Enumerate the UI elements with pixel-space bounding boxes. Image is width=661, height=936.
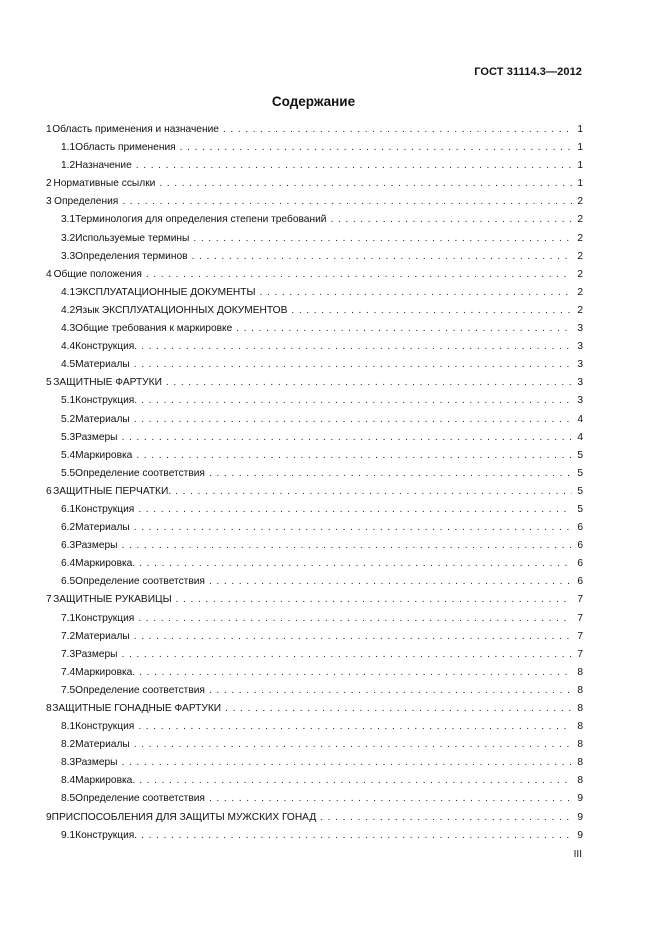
toc-entry-title: ЗАЩИТНЫЕ ГОНАДНЫЕ ФАРТУКИ [52, 703, 222, 714]
toc-entry-page: 5 [577, 467, 583, 479]
toc-entry-page: 2 [577, 196, 583, 208]
toc-entry-page: 8 [577, 739, 583, 751]
toc-entry-number: 8 [46, 703, 52, 714]
toc-entry[interactable] [46, 700, 583, 718]
toc-entry-number: 7.2 [61, 630, 76, 642]
dot-leader [139, 555, 572, 573]
toc-entry-number: 3.1 [61, 214, 76, 226]
toc-entry-page: 2 [577, 286, 583, 298]
dot-leader [134, 519, 572, 537]
toc-entry[interactable] [46, 139, 583, 157]
toc-entry[interactable] [46, 610, 583, 628]
dot-leader [122, 193, 572, 211]
toc-entry[interactable] [46, 447, 583, 465]
toc-entry-title: Общие положения [53, 268, 142, 280]
toc-entry-title: Материалы [75, 522, 130, 534]
toc-entry-title: Язык ЭКСПЛУАТАЦИОННЫХ ДОКУМЕНТОВ [75, 304, 288, 316]
toc-entry-title: Определение соответствия [75, 576, 205, 588]
toc-entry-number: 4.3 [61, 323, 76, 335]
toc-entry[interactable] [46, 266, 583, 284]
toc-entry-title: Область применения [75, 142, 176, 154]
toc-entry[interactable] [46, 392, 583, 410]
toc-entry[interactable] [46, 429, 583, 447]
toc-entry[interactable] [46, 284, 583, 302]
toc-entry-number: 5.1 [61, 395, 76, 407]
toc-entry-number: 8.3 [61, 757, 76, 769]
dot-leader [180, 139, 572, 157]
toc-entry-title: Размеры [75, 757, 118, 769]
dot-leader [225, 700, 572, 718]
toc-entry-title: Материалы [75, 359, 130, 371]
toc-entry[interactable] [46, 736, 583, 754]
toc-entry[interactable] [46, 157, 583, 175]
toc-entry-number: 3 [46, 196, 52, 208]
toc-entry[interactable] [46, 591, 583, 609]
toc-entry[interactable] [46, 772, 583, 790]
toc-entry[interactable] [46, 573, 583, 591]
toc-entry-page: 9 [577, 793, 583, 805]
toc-entry-page: 7 [577, 630, 583, 642]
toc-entry-number: 9.1 [61, 829, 76, 841]
toc-entry-page: 8 [577, 775, 583, 787]
toc-entry-title: Материалы [75, 739, 130, 751]
dot-leader [134, 356, 572, 374]
dot-leader [260, 284, 572, 302]
toc-entry-title: Назначение [75, 160, 132, 172]
dot-leader [159, 175, 572, 193]
toc-entry-number: 4.5 [61, 359, 76, 371]
toc-title: Содержание [271, 94, 356, 109]
dot-leader [122, 429, 572, 447]
toc-entry-number: 7.5 [61, 684, 76, 696]
page-number: III [573, 849, 582, 860]
toc-entry-title: Определение соответствия [75, 467, 205, 479]
toc-entry-number: 3.2 [61, 232, 76, 244]
dot-leader [122, 537, 572, 555]
dot-leader [330, 211, 572, 229]
toc-entry-page: 8 [577, 757, 583, 769]
toc-entry-title: Маркировка. [75, 666, 136, 678]
toc-entry-title: Определения терминов [75, 250, 188, 262]
toc-entry-number: 3.3 [61, 250, 76, 262]
toc-entry-page: 8 [577, 666, 583, 678]
toc-entry-title: Терминология для определения степени требований [75, 214, 327, 226]
toc-entry-page: 4 [577, 413, 583, 425]
toc-entry-page: 6 [577, 576, 583, 588]
toc-entry-number: 6.2 [61, 522, 76, 534]
toc-entry[interactable] [46, 628, 583, 646]
toc-entry[interactable] [46, 646, 583, 664]
toc-entry-number: 7.3 [61, 648, 76, 660]
toc-entry-page: 5 [577, 485, 583, 497]
toc-entry-page: 1 [577, 160, 583, 172]
toc-entry-title: Конструкция. [75, 395, 138, 407]
toc-entry-page: 3 [577, 395, 583, 407]
dot-leader [134, 736, 572, 754]
dot-leader [136, 447, 572, 465]
toc-entry-title: Конструкция [75, 612, 135, 624]
toc-entry-number: 1.2 [61, 160, 76, 172]
dot-leader [122, 646, 572, 664]
toc-entry-page: 2 [577, 214, 583, 226]
toc-entry-page: 2 [577, 268, 583, 280]
dot-leader [223, 121, 572, 139]
toc-entry-number: 6.1 [61, 503, 76, 515]
toc-entry-page: 3 [577, 341, 583, 353]
dot-leader [146, 266, 572, 284]
dot-leader [122, 754, 572, 772]
dot-leader [141, 338, 572, 356]
dot-leader [134, 411, 572, 429]
dot-leader [134, 628, 572, 646]
toc-entry-title: Материалы [75, 413, 130, 425]
toc-entry-title: Маркировка [75, 449, 133, 461]
dot-leader [209, 682, 572, 700]
toc-entry-title: Размеры [75, 540, 118, 552]
toc-entry-page: 1 [577, 178, 583, 190]
toc-entry-page: 5 [577, 503, 583, 515]
toc-entry-number: 2 [46, 178, 52, 190]
dot-leader [138, 718, 572, 736]
toc-entry-number: 1.1 [61, 142, 76, 154]
toc-entry[interactable] [46, 302, 583, 320]
dot-leader [138, 610, 572, 628]
toc-entry-number: 4.4 [61, 341, 76, 353]
toc-entry[interactable] [46, 483, 583, 501]
toc-entry-page: 2 [577, 250, 583, 262]
toc-entry-page: 8 [577, 721, 583, 733]
toc-entry[interactable] [46, 537, 583, 555]
toc-entry[interactable] [46, 555, 583, 573]
toc-entry-number: 4 [46, 268, 52, 280]
toc-entry-page: 6 [577, 522, 583, 534]
toc-entry-number: 6 [46, 485, 52, 497]
toc-entry-number: 8.2 [61, 739, 76, 751]
toc-entry-title: Область применения и назначение [52, 124, 219, 135]
toc-entry-number: 9 [46, 811, 52, 823]
toc-entry-title: Определения [54, 196, 119, 208]
toc-entry-page: 9 [577, 811, 583, 823]
toc-entry-page: 7 [577, 612, 583, 624]
toc-entry-number: 8.5 [61, 793, 76, 805]
toc-entry-title: ПРИСПОСОБЛЕНИЯ ДЛЯ ЗАЩИТЫ МУЖСКИХ ГОНАД [51, 811, 317, 823]
toc-entry-title: Маркировка. [75, 775, 136, 787]
toc-entry[interactable] [46, 718, 583, 736]
toc-entry-number: 7.1 [61, 612, 76, 624]
toc-entry-title: Маркировка. [75, 558, 136, 570]
toc-entry-page: 3 [577, 323, 583, 335]
toc-entry-title: Нормативные ссылки [53, 178, 156, 190]
toc-entry-title: Размеры [75, 648, 118, 660]
toc-entry[interactable] [46, 501, 583, 519]
toc-entry-number: 4.1 [61, 286, 76, 298]
toc-entry-number: 8.1 [61, 721, 76, 733]
toc-entry-number: 4.2 [61, 304, 76, 316]
toc-entry-title: Конструкция. [75, 341, 138, 353]
toc-entry-title: Общие требования к маркировке [75, 323, 233, 335]
dot-leader [209, 573, 572, 591]
toc-entry-number: 8.4 [61, 775, 76, 787]
toc-entry-number: 1 [46, 124, 52, 135]
toc-entry[interactable] [46, 827, 583, 845]
toc-entry-page: 2 [577, 232, 583, 244]
toc-entry-title: ЗАЩИТНЫЕ ФАРТУКИ [53, 377, 162, 389]
toc-entry[interactable] [46, 682, 583, 700]
dot-leader [209, 790, 572, 808]
toc-entry-number: 6.5 [61, 576, 76, 588]
toc-entry-title: Определение соответствия [75, 684, 205, 696]
dot-leader [320, 809, 572, 827]
toc-entry-number: 5.4 [61, 449, 76, 461]
toc-entry-number: 5.5 [61, 467, 76, 479]
toc-entry-page: 3 [577, 359, 583, 371]
toc-entry-page: 8 [577, 684, 583, 696]
toc-entry-number: 7.4 [61, 666, 76, 678]
toc-entry[interactable] [46, 230, 583, 248]
toc-entry-title: Конструкция [75, 721, 135, 733]
toc-entry[interactable] [46, 411, 583, 429]
toc-entry[interactable] [46, 790, 583, 808]
toc-entry[interactable] [46, 374, 583, 392]
dot-leader [175, 483, 572, 501]
dot-leader [193, 230, 572, 248]
toc-entry-title: Определение соответствия [75, 793, 205, 805]
toc-entry-page: 7 [577, 594, 583, 606]
toc-entry-title: Используемые термины [75, 232, 190, 244]
toc-entry-page: 2 [577, 304, 583, 316]
toc-entry[interactable] [46, 121, 583, 139]
dot-leader [291, 302, 572, 320]
toc-entry-page: 9 [577, 829, 583, 841]
toc-entry[interactable] [46, 809, 583, 827]
dot-leader [176, 591, 572, 609]
toc-entry-page: 6 [577, 558, 583, 570]
dot-leader [138, 501, 572, 519]
toc-entry-page: 7 [577, 648, 583, 660]
table-of-contents [46, 121, 583, 845]
toc-entry-page: 5 [577, 449, 583, 461]
dot-leader [139, 664, 572, 682]
toc-entry[interactable] [46, 519, 583, 537]
toc-entry-title: ЗАЩИТНЫЕ ПЕРЧАТКИ. [53, 485, 172, 497]
toc-entry-number: 6.3 [61, 540, 76, 552]
toc-entry-title: Конструкция [75, 503, 135, 515]
toc-entry-page: 6 [577, 540, 583, 552]
dot-leader [209, 465, 572, 483]
toc-entry-number: 5 [46, 377, 52, 389]
dot-leader [141, 827, 572, 845]
toc-entry-title: ЗАЩИТНЫЕ РУКАВИЦЫ [53, 594, 172, 606]
toc-entry-title: Материалы [75, 630, 130, 642]
dot-leader [136, 157, 572, 175]
dot-leader [166, 374, 572, 392]
toc-entry[interactable] [46, 193, 583, 211]
toc-entry-number: 5.2 [61, 413, 76, 425]
toc-entry-page: 4 [577, 431, 583, 443]
dot-leader [236, 320, 572, 338]
toc-entry-page: 8 [577, 703, 583, 714]
toc-entry-title: ЭКСПЛУАТАЦИОННЫЕ ДОКУМЕНТЫ [75, 286, 256, 298]
toc-entry-page: 1 [577, 124, 583, 135]
toc-entry[interactable] [46, 465, 583, 483]
toc-entry-page: 1 [577, 142, 583, 154]
toc-entry[interactable] [46, 211, 583, 229]
dot-leader [139, 772, 572, 790]
toc-entry[interactable] [46, 320, 583, 338]
toc-entry[interactable] [46, 248, 583, 266]
toc-entry-number: 7 [46, 594, 52, 606]
toc-entry[interactable] [46, 175, 583, 193]
toc-entry-number: 5.3 [61, 431, 76, 443]
toc-entry[interactable] [46, 754, 583, 772]
toc-entry-number: 6.4 [61, 558, 76, 570]
toc-entry-title: Конструкция. [75, 829, 138, 841]
toc-entry[interactable] [46, 356, 583, 374]
dot-leader [141, 392, 572, 410]
standard-code: ГОСТ 31114.3—2012 [474, 66, 582, 78]
toc-entry[interactable] [46, 338, 583, 356]
toc-entry-title: Размеры [75, 431, 118, 443]
toc-entry[interactable] [46, 664, 583, 682]
toc-entry-page: 3 [577, 377, 583, 389]
dot-leader [192, 248, 572, 266]
